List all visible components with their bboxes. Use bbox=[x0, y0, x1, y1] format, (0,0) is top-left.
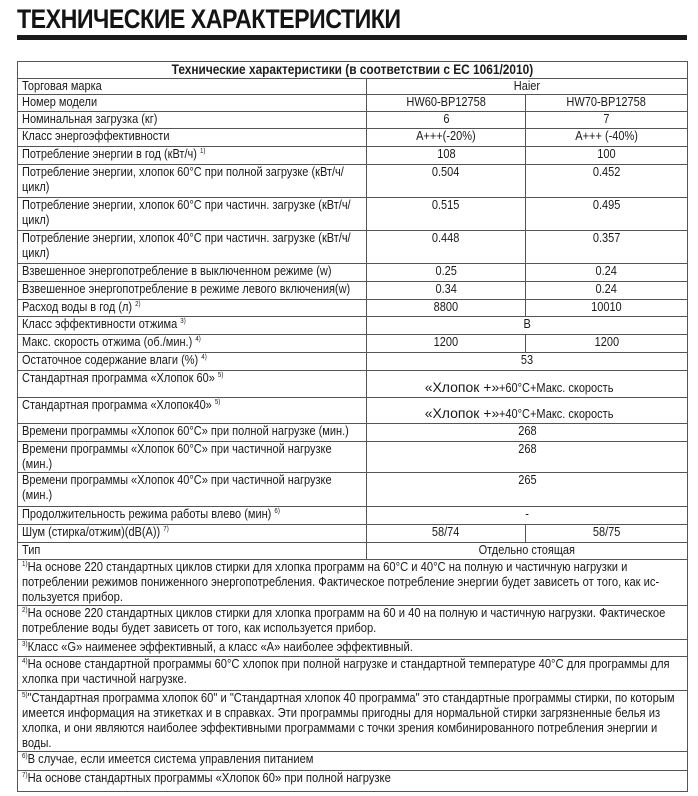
spec-value: 7 bbox=[603, 112, 610, 126]
spec-label-cell bbox=[18, 335, 367, 353]
program-name: «Хлопок +» bbox=[424, 379, 500, 395]
spec-label bbox=[22, 264, 331, 279]
spec-value: 53 bbox=[520, 353, 534, 367]
spec-label-cell bbox=[18, 129, 367, 147]
spec-label bbox=[22, 198, 360, 228]
spec-value: 268 bbox=[517, 424, 537, 438]
spec-value-model-1 bbox=[367, 147, 526, 165]
spec-label-text: Времени программы «Хлопок 40°C» при частичной нагрузке (мин.) bbox=[22, 473, 332, 502]
footnote-text: В случае, если имеется система управления питанием bbox=[27, 752, 314, 766]
spec-value-model-2 bbox=[526, 231, 688, 264]
spec-label-cell bbox=[18, 198, 367, 231]
footnote-marker: 6) bbox=[22, 753, 28, 760]
spec-value-merged bbox=[367, 398, 688, 424]
spec-value-merged bbox=[367, 424, 688, 442]
spec-value-model-1 bbox=[367, 198, 526, 231]
table-row bbox=[18, 165, 688, 198]
spec-value: 0.504 bbox=[432, 165, 460, 179]
spec-label bbox=[22, 79, 102, 94]
title-divider bbox=[17, 35, 687, 40]
spec-value: HW60-BP12758 bbox=[406, 95, 486, 109]
spec-label-cell bbox=[18, 231, 367, 264]
spec-label-cell bbox=[18, 424, 367, 442]
footnote-reference: 3) bbox=[180, 318, 186, 325]
footnote-text: На основе стандартной программы 60°C хлопок при полной нагрузке и стандартной температуре 40°C для программы для хлопка при частичной нагрузке. bbox=[22, 657, 670, 686]
spec-value: A+++(-20%) bbox=[416, 129, 476, 143]
spec-label-text: Взвешенное энергопотребление в выключенном режиме (w) bbox=[22, 264, 332, 278]
spec-value: 0.25 bbox=[435, 264, 457, 278]
footnote bbox=[18, 752, 688, 771]
spec-label bbox=[22, 95, 97, 110]
spec-value-model-1 bbox=[367, 335, 526, 353]
footnote bbox=[18, 657, 688, 691]
spec-label-cell bbox=[18, 317, 367, 335]
footnote-reference: 4) bbox=[201, 354, 207, 361]
footnote-reference: 7) bbox=[163, 526, 169, 533]
spec-value: 0.495 bbox=[592, 198, 621, 212]
table-row bbox=[18, 543, 688, 560]
spec-label-cell bbox=[18, 264, 367, 282]
spec-value-model-2 bbox=[526, 335, 688, 353]
spec-value-model-2 bbox=[526, 129, 688, 147]
spec-value: 0.448 bbox=[432, 231, 460, 245]
footnote-row bbox=[18, 771, 688, 792]
footnote-reference: 6) bbox=[274, 508, 280, 515]
footnote-marker: 3) bbox=[22, 641, 28, 648]
table-row bbox=[18, 95, 688, 112]
spec-label-cell bbox=[18, 442, 367, 473]
footnote-content bbox=[22, 752, 685, 767]
spec-label-text: Макс. скорость отжима (об./мин.) bbox=[22, 335, 193, 349]
spec-label-text: Класс энергоэффективности bbox=[22, 129, 170, 143]
spec-label-text: Продолжительность режима работы влево (мин) bbox=[22, 507, 272, 521]
spec-label-text: Шум (стирка/отжим)(dB(A)) bbox=[22, 525, 161, 539]
spec-value: 0.24 bbox=[595, 264, 618, 278]
spec-value-model-1 bbox=[367, 300, 526, 317]
spec-label-cell bbox=[18, 79, 367, 95]
footnote-row bbox=[18, 560, 688, 606]
spec-value-model-2 bbox=[526, 165, 688, 198]
spec-label-text: Потребление энергии, хлопок 40°C при частичн. загрузке (кВт/ч/цикл) bbox=[22, 231, 351, 260]
spec-label bbox=[22, 317, 186, 332]
spec-value: 0.515 bbox=[432, 198, 460, 212]
table-header: Технические характеристики (в соответствии с ЕС 1061/2010) bbox=[171, 62, 534, 77]
spec-label-text: Стандартная программа «Хлопок 60» bbox=[22, 371, 215, 385]
footnote-text: На основе стандартных программы «Хлопок 60» при полной нагрузке bbox=[27, 771, 391, 785]
footnote-reference: 2) bbox=[135, 301, 141, 308]
spec-value-model-1 bbox=[367, 231, 526, 264]
spec-label bbox=[22, 442, 360, 472]
spec-value-merged bbox=[367, 543, 688, 560]
table-row bbox=[18, 282, 688, 300]
footnote bbox=[18, 606, 688, 640]
spec-value-model-2 bbox=[526, 525, 688, 543]
footnote-marker: 7) bbox=[22, 772, 28, 779]
spec-label-text: Тип bbox=[22, 543, 41, 557]
footnote-text: На основе 220 стандартных циклов стирки для хлопка программ на 60 и 40 на полную и частичную нагрузки. Фактическое потребление воды будет зависеть от того, как используется прибор. bbox=[22, 606, 666, 635]
spec-label-text: Времени программы «Хлопок 60°C» при полной нагрузке (мин.) bbox=[22, 424, 349, 438]
spec-value: 1200 bbox=[594, 335, 619, 349]
footnote-row bbox=[18, 606, 688, 640]
spec-value: 265 bbox=[517, 473, 537, 487]
spec-value-merged bbox=[367, 317, 688, 335]
spec-label-text: Остаточное содержание влаги (%) bbox=[22, 353, 199, 367]
program-name: «Хлопок +» bbox=[424, 405, 500, 421]
spec-value-model-2 bbox=[526, 95, 688, 112]
spec-value-model-2 bbox=[526, 264, 688, 282]
program-details: +40°C+Макс. скорость bbox=[499, 407, 614, 421]
spec-label-cell bbox=[18, 282, 367, 300]
spec-label-text: Класс эффективности отжима bbox=[22, 317, 178, 331]
spec-label-cell bbox=[18, 507, 367, 525]
spec-value-model-1 bbox=[367, 165, 526, 198]
spec-label-text: Потребление энергии в год (кВт/ч) bbox=[22, 147, 197, 161]
spec-label-cell bbox=[18, 112, 367, 129]
table-row bbox=[18, 371, 688, 398]
footnote-row bbox=[18, 752, 688, 771]
spec-label-text: Номинальная загрузка (кг) bbox=[22, 112, 158, 126]
footnote bbox=[18, 771, 688, 792]
footnote-marker: 4) bbox=[22, 658, 28, 665]
spec-value-model-1 bbox=[367, 282, 526, 300]
table-row bbox=[18, 147, 688, 165]
spec-label-cell bbox=[18, 147, 367, 165]
spec-value: 0.24 bbox=[595, 282, 618, 296]
footnote-row bbox=[18, 657, 688, 691]
table-row bbox=[18, 231, 688, 264]
footnote-reference: 4) bbox=[195, 336, 201, 343]
spec-value: 8800 bbox=[433, 300, 459, 314]
spec-value-model-1 bbox=[367, 129, 526, 147]
page-title: ТЕХНИЧЕСКИЕ ХАРАКТЕРИСТИКИ bbox=[17, 4, 401, 34]
spec-value: HW70-BP12758 bbox=[566, 95, 647, 109]
table-row bbox=[18, 442, 688, 473]
spec-value-model-2 bbox=[526, 282, 688, 300]
spec-label bbox=[22, 165, 360, 195]
spec-label-cell bbox=[18, 543, 367, 560]
spec-value-merged bbox=[367, 507, 688, 525]
footnote bbox=[18, 691, 688, 752]
spec-label bbox=[22, 543, 40, 558]
spec-value: 6 bbox=[442, 112, 450, 126]
table-row bbox=[18, 300, 688, 317]
spec-label-text: Потребление энергии, хлопок 60°C при полной загрузке (кВт/ч/цикл) bbox=[22, 165, 344, 194]
footnote-marker: 2) bbox=[22, 607, 28, 614]
spec-value-merged bbox=[367, 79, 688, 95]
spec-value: 0.34 bbox=[435, 282, 457, 296]
spec-label-cell bbox=[18, 473, 367, 507]
spec-value: 100 bbox=[597, 147, 616, 161]
table-row bbox=[18, 264, 688, 282]
table-row bbox=[18, 335, 688, 353]
program-details: +60°C+Макс. скорость bbox=[499, 381, 614, 395]
table-row bbox=[18, 317, 688, 335]
table-row bbox=[18, 424, 688, 442]
spec-label bbox=[22, 424, 349, 439]
footnote-reference: 5) bbox=[217, 372, 224, 379]
table-row bbox=[18, 525, 688, 543]
spec-value-model-2 bbox=[526, 198, 688, 231]
table-row bbox=[18, 129, 688, 147]
footnote-reference: 5) bbox=[214, 399, 221, 406]
spec-label-cell bbox=[18, 165, 367, 198]
spec-label bbox=[22, 335, 201, 350]
footnote-text: На основе 220 стандартных циклов стирки для хлопка программ на 60°C и 40°C на полную и частичную нагрузки и потреблении режимов пониженного энергопотребления. Фактическое потребление энергии будет зависеть от того, как ис-пользуется прибор. bbox=[22, 560, 660, 604]
table-row bbox=[18, 507, 688, 525]
spec-value: 0.452 bbox=[592, 165, 621, 179]
footnote-text: "Стандартная программа хлопок 60" и "Стандартная хлопок 40 программа" это стандартные программы стирки, по которым имеется информация на этикетках и в справках. Эти программы пригодны для нормальной стирки загрязненные белья из хлопка, и они являются наиболее эффективными программами с точки зрения комбинированного потребления энергии и воды. bbox=[22, 691, 675, 750]
spec-label-text: Расход воды в год (л) bbox=[22, 300, 133, 314]
spec-value-merged bbox=[367, 353, 688, 371]
spec-value-model-1 bbox=[367, 112, 526, 129]
spec-label bbox=[22, 353, 207, 368]
footnote-text: Класс «G» наименее эффективный, а класс «A» наиболее эффективный. bbox=[27, 640, 413, 654]
spec-label bbox=[22, 525, 169, 540]
footnote-row bbox=[18, 640, 688, 657]
table-row bbox=[18, 398, 688, 424]
spec-value: 10010 bbox=[591, 300, 622, 314]
table-header-row bbox=[18, 62, 688, 79]
spec-value: - bbox=[525, 507, 529, 521]
table-row bbox=[18, 473, 688, 507]
spec-label bbox=[22, 473, 360, 503]
spec-value: Haier bbox=[513, 79, 541, 93]
spec-value-model-1 bbox=[367, 95, 526, 112]
spec-label-cell bbox=[18, 525, 367, 543]
spec-value-model-2 bbox=[526, 147, 688, 165]
spec-value: 268 bbox=[517, 442, 537, 456]
spec-value: 1200 bbox=[433, 335, 459, 349]
spec-label bbox=[22, 129, 169, 144]
spec-label bbox=[22, 398, 360, 413]
spec-label-text: Времени программы «Хлопок 60°C» при частичной нагрузке (мин.) bbox=[22, 442, 332, 471]
spec-value: 0.357 bbox=[592, 231, 621, 245]
spec-label-cell bbox=[18, 371, 367, 398]
spec-label bbox=[22, 282, 350, 297]
footnote-content bbox=[22, 657, 685, 687]
spec-label bbox=[22, 371, 360, 386]
spec-value: B bbox=[523, 317, 531, 331]
spec-label bbox=[22, 507, 280, 522]
footnote-content bbox=[22, 640, 685, 655]
spec-label bbox=[22, 300, 141, 315]
spec-value-model-2 bbox=[526, 112, 688, 129]
footnote-content bbox=[22, 606, 685, 636]
specifications-table bbox=[17, 61, 688, 792]
spec-value: 58/75 bbox=[592, 525, 621, 539]
spec-label-cell bbox=[18, 95, 367, 112]
spec-label-text: Торговая марка bbox=[22, 79, 102, 93]
spec-label-text: Стандартная программа «Хлопок40» bbox=[22, 398, 212, 412]
spec-value-merged bbox=[367, 473, 688, 507]
spec-label-text: Взвешенное энергопотребление в режиме левого включения(w) bbox=[22, 282, 351, 296]
footnote bbox=[18, 640, 688, 657]
spec-value: Отдельно стоящая bbox=[478, 543, 576, 557]
spec-value-model-1 bbox=[367, 264, 526, 282]
footnote-marker: 1) bbox=[22, 561, 28, 568]
footnote-row bbox=[18, 691, 688, 752]
spec-label-text: Номер модели bbox=[22, 95, 98, 109]
footnote-content bbox=[22, 560, 685, 605]
footnote-content bbox=[22, 691, 685, 751]
spec-value: 108 bbox=[436, 147, 456, 161]
footnote-reference: 1) bbox=[199, 148, 206, 155]
table-row bbox=[18, 353, 688, 371]
footnote-content bbox=[22, 771, 685, 786]
table-row bbox=[18, 79, 688, 95]
spec-label-cell bbox=[18, 300, 367, 317]
spec-value-model-2 bbox=[526, 300, 688, 317]
footnote bbox=[18, 560, 688, 606]
spec-label bbox=[22, 231, 360, 261]
spec-label bbox=[22, 112, 157, 127]
spec-value-merged bbox=[367, 442, 688, 473]
spec-value: A+++ (-40%) bbox=[575, 129, 638, 143]
spec-label bbox=[22, 147, 205, 162]
spec-label-text: Потребление энергии, хлопок 60°C при частичн. загрузке (кВт/ч/цикл) bbox=[22, 198, 351, 227]
spec-label-cell bbox=[18, 353, 367, 371]
spec-value-model-1 bbox=[367, 525, 526, 543]
table-row bbox=[18, 112, 688, 129]
spec-value-merged bbox=[367, 371, 688, 398]
spec-value: 58/74 bbox=[432, 525, 460, 539]
footnote-marker: 5) bbox=[22, 692, 28, 699]
table-row bbox=[18, 198, 688, 231]
spec-label-cell bbox=[18, 398, 367, 424]
